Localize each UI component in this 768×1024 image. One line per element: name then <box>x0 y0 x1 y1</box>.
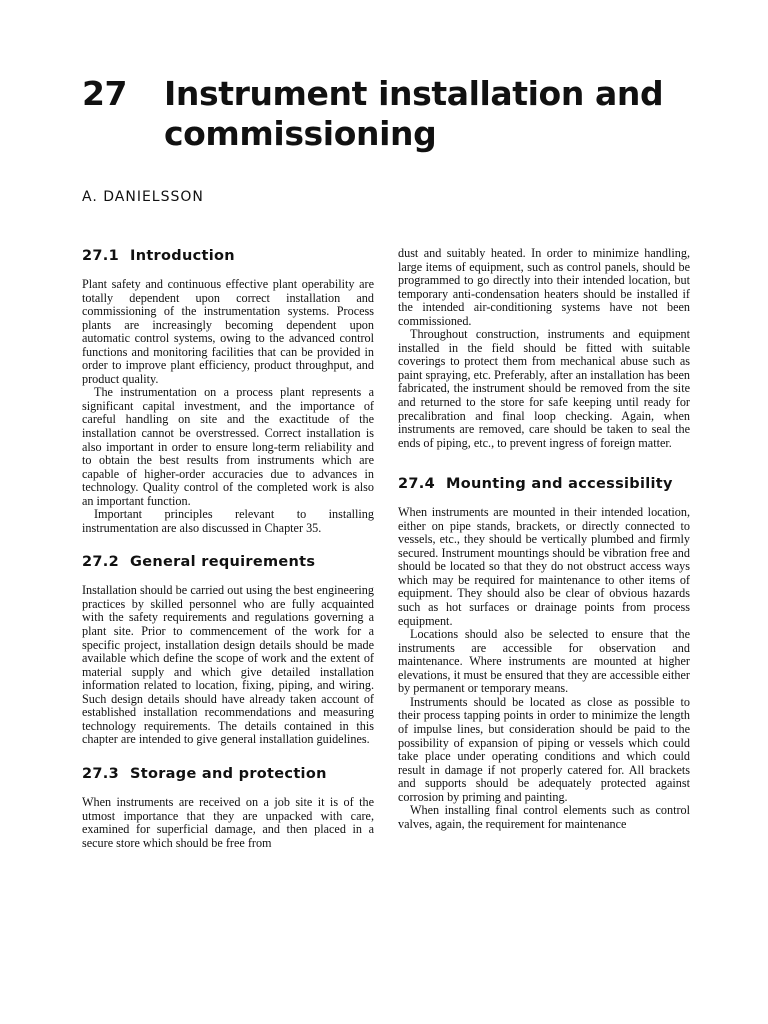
section-title: Introduction <box>130 248 235 264</box>
paragraph: Plant safety and continuous effective plant operability are totally dependent upon correct installation and commissioning of the instrumentation systems. Process plants are increasingly becoming dependent upon automatic control systems, owing to the advanced control functions and monitoring facilities that can be provided in order to improve plant efficiency, product throughput, and product quality. <box>82 277 374 386</box>
right-column <box>398 247 690 831</box>
left-column <box>82 246 374 850</box>
section-heading-mounting-accessibility <box>398 474 690 494</box>
section-heading-storage-protection <box>82 764 374 784</box>
section-title: Storage and protection <box>130 765 327 782</box>
chapter-number: 27 <box>82 74 128 113</box>
paragraph: Important principles relevant to installing instrumentation are also discussed in Chapter 35. <box>82 507 374 535</box>
paragraph: The instrumentation on a process plant represents a significant capital investment, and the importance of careful handling on site and the exactitude of the installation cannot be overstressed. Correct installation is also important in order to ensure long-term reliability and to obtain the best results from instruments which are capable of higher-order accuracies due to advances in technology. Quality control of the completed work is also an important function. <box>82 385 374 508</box>
chapter-title: Instrument installation and commissioning <box>164 74 664 153</box>
paragraph: When installing final control elements such as control valves, again, the requirement for maintenance <box>398 803 690 831</box>
paragraph: Instruments should be located as close as possible to their process tapping points in order to minimize the length of impulse lines, but consideration should be paid to the possibility of expansion of piping or vessels which could take place under operating conditions and which could result in damage if not properly catered for. All brackets and supports should be adequately protected against corrosion by priming and painting. <box>398 694 690 804</box>
section-title: Mounting and accessibility <box>446 476 673 493</box>
paragraph: dust and suitably heated. In order to minimize handling, large items of equipment, such as control panels, should be programmed to go directly into their intended location, but temporary anti-condensation heaters should be installed if the intended air-conditioning systems have not been commissioned. <box>398 246 690 328</box>
section-title: General requirements <box>130 554 316 571</box>
paragraph: Installation should be carried out using the best engineering practices by skilled personnel who are fully acquainted with the safety requirements and regulations governing a plant site. Prior to commencement of the work for a specific project, installation design details should be made available which define the scope of work and the extent of material supply and which give detailed installation information related to location, fixing, piping, and wiring. Such design details should have already taken account of established installation recommendations and measuring technology requirements. The details contained in this chapter are intended to give general installation guidelines. <box>82 583 374 747</box>
paragraph: Locations should also be selected to ensure that the instruments are accessible for observation and maintenance. Where instruments are mounted at higher elevations, it must be ensured that they are accessible either by permanent or temporary means. <box>398 627 690 696</box>
paragraph: When instruments are mounted in their intended location, either on pipe stands, brackets, or directly connected to vessels, etc., they should be vertically plumbed and firmly secured. Instrument mountings should be vibration free and should be located so that they do not obstruct access ways which may be required for maintenance to other items of equipment. They should also be clear of obvious hazards such as hot surfaces or drainage points from process equipment. <box>398 505 690 628</box>
chapter-author: A. DANIELSSON <box>82 189 204 205</box>
paragraph: Throughout construction, instruments and equipment installed in the field should be fitted with suitable coverings to protect them from mechanical abuse such as paint spraying, etc. Preferably, after an installation has been fabricated, the instrument should be removed from the site and returned to the store for safe keeping until ready for precalibration and final loop checking. Again, when instruments are removed, care should be taken to seal the ends of piping, etc., to prevent ingress of foreign matter. <box>398 327 690 450</box>
section-heading-general-requirements <box>82 552 374 572</box>
section-number: 27.3 <box>82 765 119 782</box>
section-number: 27.2 <box>82 554 119 571</box>
section-heading-introduction <box>82 246 374 266</box>
section-number: 27.4 <box>398 476 435 493</box>
paragraph: When instruments are received on a job site it is of the utmost importance that they are unpacked with care, examined for superficial damage, and then placed in a secure store which should be free from <box>82 794 374 850</box>
section-number: 27.1 <box>82 248 119 264</box>
